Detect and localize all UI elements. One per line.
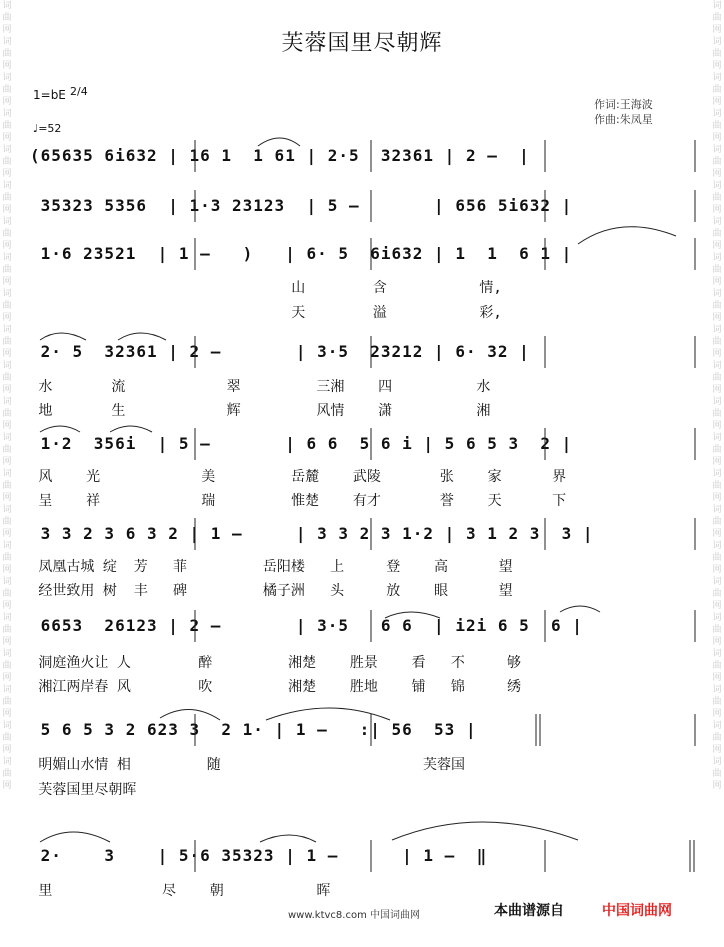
lyric-verse-1: 里 尽 朝 晖 bbox=[30, 883, 331, 899]
slur-mark bbox=[560, 606, 600, 612]
lyric-verse-1: 凤凰古城 绽 芳 菲 岳阳楼 上 登 高 望 bbox=[30, 559, 513, 575]
slur-mark bbox=[40, 832, 110, 842]
notes-line: (65635 6i632 | 16 1 1 61 | 2·5 32361 | 2 – | bbox=[30, 146, 530, 165]
slur-mark bbox=[40, 426, 80, 432]
lyric-verse-1: 山 含 情, bbox=[30, 280, 502, 296]
lyric-verse-1: 风 光 美 岳麓 武陵 张 家 界 bbox=[30, 469, 567, 485]
lyric-verse-2: 芙蓉国里尽朝晖 bbox=[30, 782, 137, 798]
slur-mark bbox=[258, 138, 300, 146]
notes-line: 1·6 23521 | 1 – ) | 6· 5 6i632 | 1 1 6 1 | bbox=[30, 244, 573, 263]
lyric-verse-2: 湘江两岸春 风 吹 湘楚 胜地 铺 锦 绣 bbox=[30, 679, 522, 695]
lyric-verse-2: 地 生 辉 风情 潇 湘 bbox=[30, 403, 491, 419]
notes-line: 2· 3 | 5·6 35323 | 1 – | 1 – ‖ bbox=[30, 846, 488, 865]
lyric-verse-1: 水 流 翠 三湘 四 水 bbox=[30, 379, 491, 395]
lyric-verse-1: 洞庭渔火让 人 醉 湘楚 胜景 看 不 够 bbox=[30, 655, 522, 671]
notes-line: 1·2 356i | 5 – | 6 6 5 6 i | 5 6 5 3 2 | bbox=[30, 434, 573, 453]
slur-mark bbox=[40, 333, 86, 340]
lyricist-credit: 作词:王海波 bbox=[594, 98, 653, 111]
footer-site-name[interactable]: 中国词曲网 bbox=[602, 903, 672, 919]
footer-url[interactable]: www.ktvc8.com 中国词曲网 bbox=[288, 910, 421, 921]
slur-mark bbox=[118, 333, 166, 340]
lyric-verse-1: 明媚山水情 相 随 芙蓉国 bbox=[30, 757, 466, 773]
right-watermark: 词曲网词曲网词曲网词曲网词曲网词曲网词曲网词曲网词曲网词曲网词曲网词曲网词曲网词曲网词曲网词曲网词曲网词曲网词曲网词曲网词曲网词曲网 bbox=[712, 1, 722, 791]
slur-mark bbox=[392, 822, 578, 840]
notes-line: 2· 5 32361 | 2 – | 3·5 23212 | 6· 32 | bbox=[30, 342, 530, 361]
lyric-verse-2: 经世致用 树 丰 碑 橘子洲 头 放 眼 望 bbox=[30, 583, 513, 599]
notes-line: 35323 5356 | 1·3 23123 | 5 – | 656 5i632 | bbox=[30, 196, 573, 215]
notes-line: 3 3 2 3 6 3 2 | 1 – | 3 3 2 3 1·2 | 3 1 2 3 3 | bbox=[30, 524, 594, 543]
notes-line: 6653 26123 | 2 – | 3·5 6 6 | i2i 6 5 6 | bbox=[30, 616, 583, 635]
time-signature: 2/4 bbox=[70, 85, 88, 98]
left-watermark: 词曲网词曲网词曲网词曲网词曲网词曲网词曲网词曲网词曲网词曲网词曲网词曲网词曲网词曲网词曲网词曲网词曲网词曲网词曲网词曲网词曲网词曲网 bbox=[2, 1, 12, 791]
lyric-verse-2: 呈 祥 瑞 惟楚 有才 誉 天 下 bbox=[30, 493, 567, 509]
song-title: 芙蓉国里尽朝辉 bbox=[281, 31, 443, 56]
slur-mark bbox=[578, 227, 676, 244]
tempo-marking: ♩=52 bbox=[33, 122, 62, 135]
notes-line: 5 6 5 3 2 623 3 2 1· | 1 – :| 56 53 | bbox=[30, 720, 477, 739]
slur-mark bbox=[260, 835, 316, 842]
slur-mark bbox=[385, 612, 440, 618]
lyric-verse-2: 天 溢 彩, bbox=[30, 305, 502, 321]
slur-mark bbox=[110, 426, 152, 432]
footer-source-label: 本曲谱源自 bbox=[494, 903, 564, 919]
key-signature: 1=bE bbox=[33, 88, 66, 102]
slur-mark bbox=[160, 709, 220, 720]
composer-credit: 作曲:朱凤星 bbox=[594, 113, 653, 126]
